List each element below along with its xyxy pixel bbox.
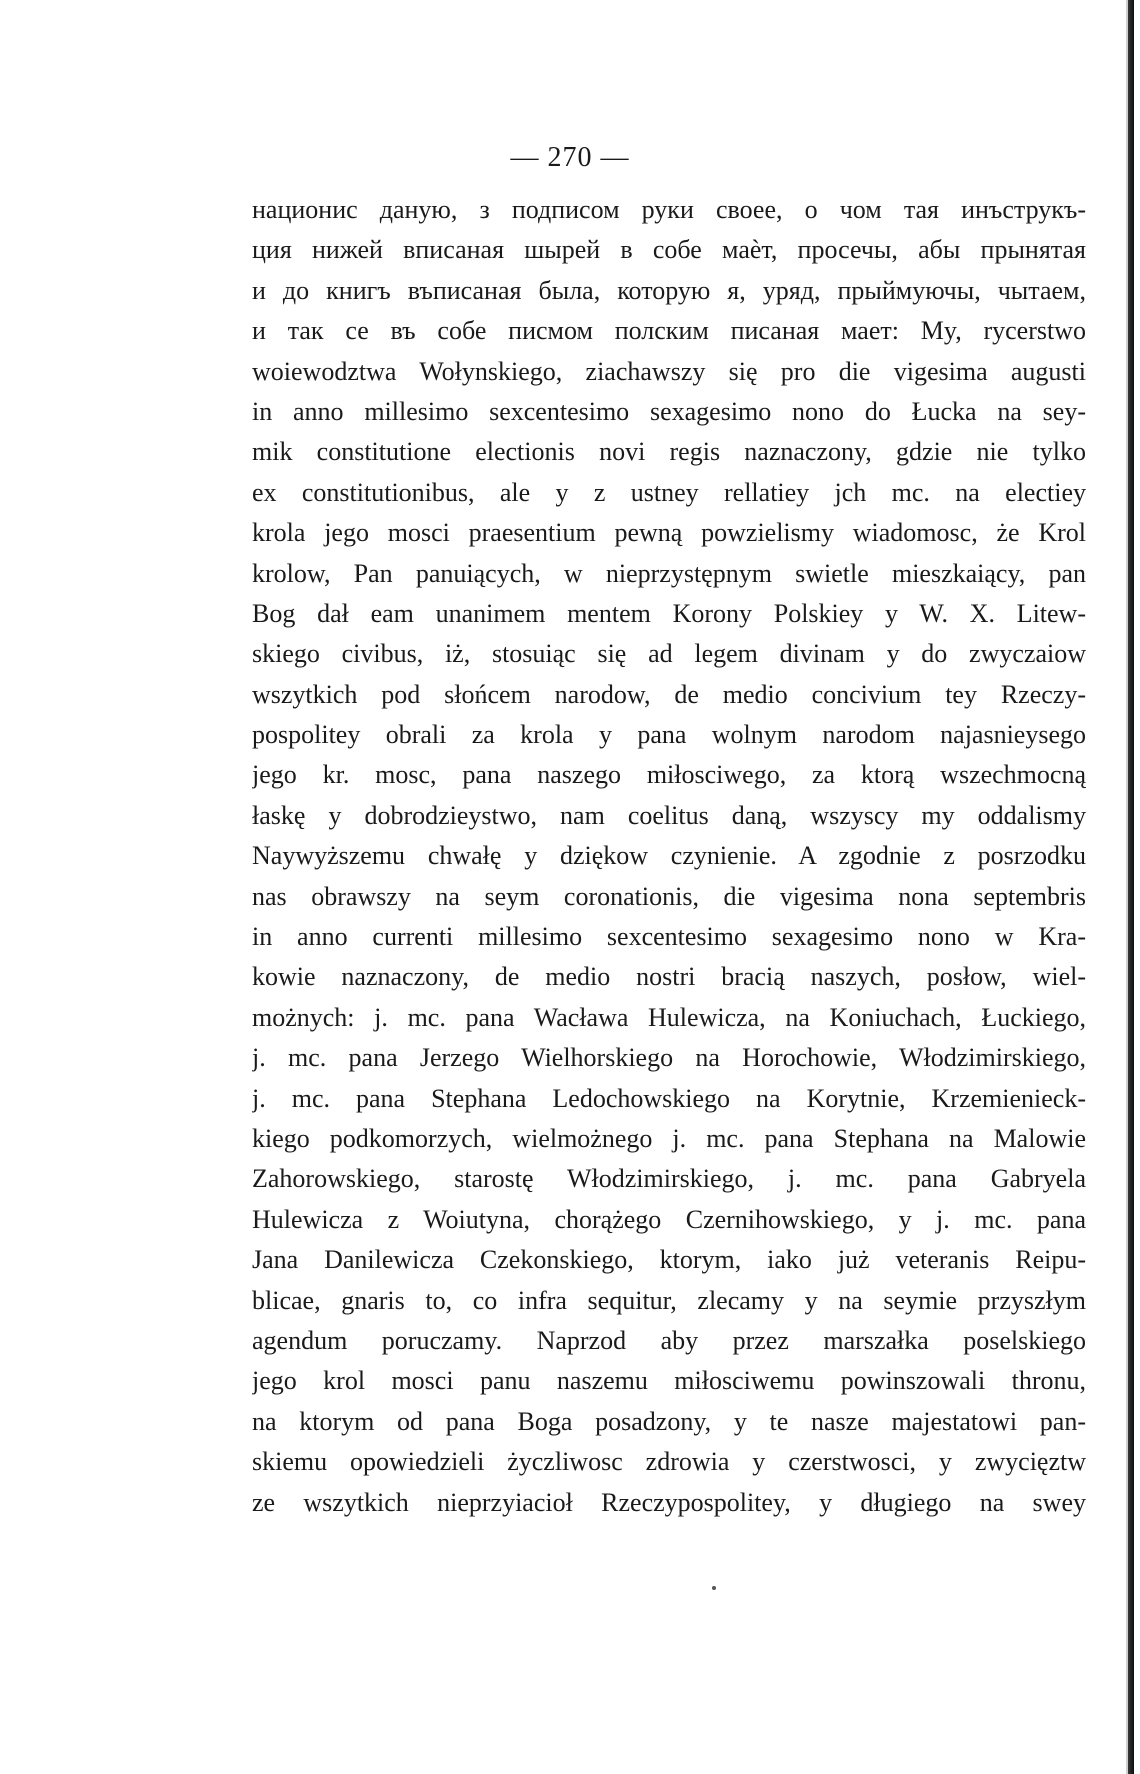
text-line: pospolitey obrali za krola y pana wolnym narodom najasnieysego bbox=[252, 720, 1086, 750]
text-line: łaskę y dobrodzieystwo, nam coelitus daną, wszyscy my oddalismy bbox=[252, 800, 1086, 830]
text-line: możnych: j. mc. pana Wacława Hulewicza, na Koniuchach, Łuckiego, bbox=[252, 1002, 1086, 1032]
text-line: kowie naznaczony, de medio nostri bracią naszych, posłow, wiel- bbox=[252, 962, 1086, 992]
text-line: jego krol mosci panu naszemu miłosciwemu powinszowali thronu, bbox=[252, 1366, 1086, 1396]
text-line: in anno currenti millesimo sexcentesimo sexagesimo nono w Kra- bbox=[252, 922, 1086, 952]
text-line: Hulewicza z Woiutyna, chorążego Czernihowskiego, y j. mc. pana bbox=[252, 1204, 1086, 1234]
text-line: wszytkich pod słońcem narodow, de medio concivium tey Rzeczy- bbox=[252, 679, 1086, 709]
text-line: in anno millesimo sexcentesimo sexagesimo nono do Łucka na sey- bbox=[252, 396, 1086, 426]
text-line: ze wszytkich nieprzyiacioł Rzeczypospolitey, y długiego na swey bbox=[252, 1487, 1086, 1517]
text-line: национис даную, з подписом руки своее, о чом тая инъструкъ- bbox=[252, 195, 1086, 224]
scan-edge bbox=[1128, 0, 1134, 1774]
text-line: Zahorowskiego, starostę Włodzimirskiego, j. mc. pana Gabryela bbox=[252, 1164, 1086, 1194]
text-line: jego kr. mosc, pana naszego miłosciwego, za ktorą wszechmocną bbox=[252, 760, 1086, 790]
text-line: и до книгъ въписаная была, которую я, уряд, прыймуючы, чытаем, bbox=[252, 275, 1086, 305]
text-line: j. mc. pana Jerzego Wielhorskiego na Horochowie, Włodzimirskiego, bbox=[252, 1043, 1086, 1073]
text-line: Jana Danilewicza Czekonskiego, ktorym, iako już veteranis Reipu- bbox=[252, 1245, 1086, 1275]
text-line: и так се въ собе писмом полским писаная мает: My, rycerstwo bbox=[252, 316, 1086, 346]
text-line: skiego civibus, iż, stosuiąc się ad legem divinam y do zwyczaiow bbox=[252, 639, 1086, 669]
text-line: j. mc. pana Stephana Ledochowskiego na Korytnie, Krzemienieck- bbox=[252, 1083, 1086, 1113]
text-line: kiego podkomorzych, wielmożnego j. mc. pana Stephana na Malowie bbox=[252, 1123, 1086, 1153]
stray-ink-mark bbox=[712, 1586, 716, 1590]
text-line: agendum poruczamy. Naprzod aby przez marszałka poselskiego bbox=[252, 1325, 1086, 1355]
page-number: — 270 — bbox=[510, 142, 630, 173]
text-line: krola jego mosci praesentium pewną powzielismy wiadomosc, że Krol bbox=[252, 518, 1086, 548]
text-line: krolow, Pan panuiących, w nieprzystępnym swietle mieszkaiący, pan bbox=[252, 558, 1086, 588]
text-line: Bog dał eam unanimem mentem Korony Polskiey y W. X. Litew- bbox=[252, 598, 1086, 628]
text-line: woiewodztwa Wołynskiego, ziachawszy się pro die vigesima augusti bbox=[252, 356, 1086, 386]
text-line: na ktorym od pana Boga posadzony, y te nasze majestatowi pan- bbox=[252, 1406, 1086, 1436]
text-line: ex constitutionibus, ale y z ustney rellatiey jch mc. na electiey bbox=[252, 477, 1086, 507]
text-line: blicae, gnaris to, co infra sequitur, zlecamy y na seymie przyszłym bbox=[252, 1285, 1086, 1315]
text-line: Naywyższemu chwałę y dziękow czynienie. A zgodnie z posrzodku bbox=[252, 841, 1086, 871]
text-line: mik constitutione electionis novi regis naznaczony, gdzie nie tylko bbox=[252, 437, 1086, 467]
text-line: nas obrawszy na seym coronationis, die vigesima nona septembris bbox=[252, 881, 1086, 911]
body-text bbox=[252, 190, 1086, 1523]
text-line: skiemu opowiedzieli życzliwosc zdrowia y czerstwosci, y zwycięztw bbox=[252, 1447, 1086, 1477]
text-line: ция нижей вписаная шырей в собе маѐт, просечы, абы прынятая bbox=[252, 235, 1086, 265]
